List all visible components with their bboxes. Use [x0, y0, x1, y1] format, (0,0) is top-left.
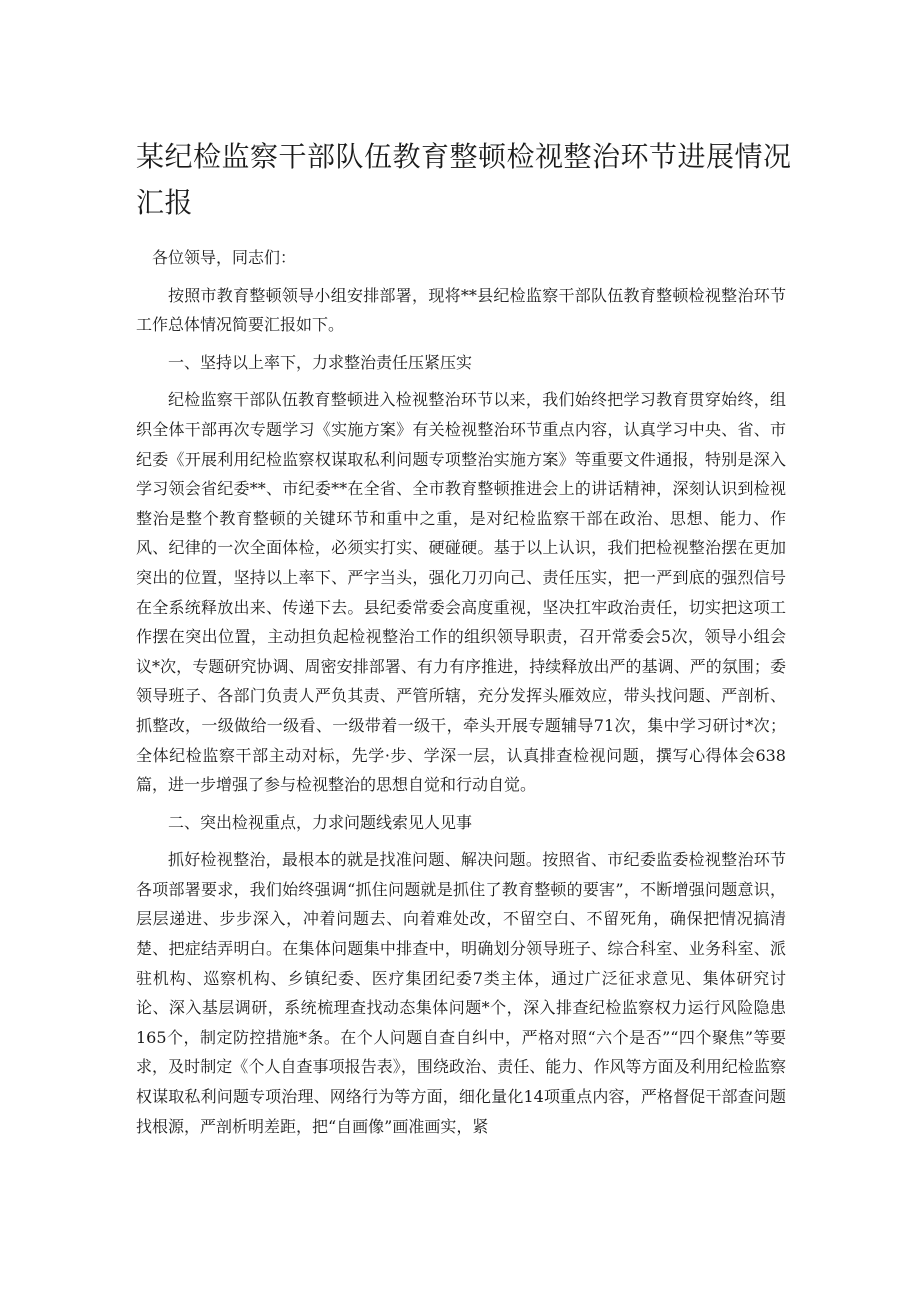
salutation: 各位领导，同志们： — [152, 248, 297, 267]
document-body — [136, 243, 786, 1141]
intro-paragraph: 按照市教育整顿领导小组安排部署，现将**县纪检监察干部队伍教育整顿检视整治环节工作总体情况简要汇报如下。 — [136, 285, 786, 335]
section-1-paragraph: 纪检监察干部队伍教育整顿进入检视整治环节以来，我们始终把学习教育贯穿始终，组织全体干部再次专题学习《实施方案》有关检视整治环节重点内容，认真学习中央、省、市纪委《开展利用纪检监察权谋取私利问题专项整治实施方案》等重要文件通报，特别是深入学习领会省纪委**、市纪委**在全省、全市教育整顿推进会上的讲话精神，深刻认识到检视整治是整个教育整顿的关键环节和重中之重，是对纪检监察干部在政治、思想、能力、作风、纪律的一次全面体检，必须实打实、硬碰硬。基于以上认识，我们把检视整治摆在更加突出的位置，坚持以上率下、严字当头，强化刀刃向己、责任压实，把一严到底的强烈信号在全系统释放出来、传递下去。县纪委常委会高度重视，坚决扛牢政治责任，切实把这项工作摆在突出位置，主动担负起检视整治工作的组织领导职责，召开常委会5次，领导小组会议*次，专题研究协调、周密安排部署、有力有序推进，持续释放出严的基调、严的氛围；委领导班子、各部门负责人严负其责、严管所辖，充分发挥头雁效应，带头找问题、严剖析、抓整改，一级做给一级看、一级带着一级干，牵头开展专题辅导71次，集中学习研讨*次；全体纪检监察干部主动对标，先学·步、学深一层，认真排查检视问题，撰写心得体会638篇，进一步增强了参与检视整治的思想自觉和行动自觉。 — [136, 390, 786, 795]
section-2-heading: 二、突出检视重点，力求问题线索见人见事 — [168, 812, 473, 832]
section-2-paragraph: 抓好检视整治，最根本的就是找准问题、解决问题。按照省、市纪委监委检视整治环节各项部署要求，我们始终强调“抓住问题就是抓住了教育整顿的要害”，不断增强问题意识，层层递进、步步深入，冲着问题去、向着难处改，不留空白、不留死角，确保把情况搞清楚、把症结弄明白。在集体问题集中排查中，明确划分领导班子、综合科室、业务科室、派驻机构、巡察机构、乡镇纪委、医疗集团纪委7类主体，通过广泛征求意见、集体研究讨论、深入基层调研，系统梳理查找动态集体问题*个，深入排查纪检监察权力运行风险隐患165个，制定防控措施*条。在个人问题自查自纠中，严格对照“六个是否”“四个聚焦”等要求，及时制定《个人自查事项报告表》，围绕政治、责任、能力、作风等方面及利用纪检监察权谋取私利问题专项治理、网络行为等方面，细化量化14项重点内容，严格督促干部查问题找根源，严剖析明差距，把“自画像”画准画实，紧 — [136, 850, 786, 1136]
section-1-heading: 一、坚持以上率下，力求整治责任压紧压实 — [168, 352, 473, 372]
document-title: 某纪检监察干部队伍教育整顿检视整治环节进展情况汇报 — [136, 140, 792, 219]
